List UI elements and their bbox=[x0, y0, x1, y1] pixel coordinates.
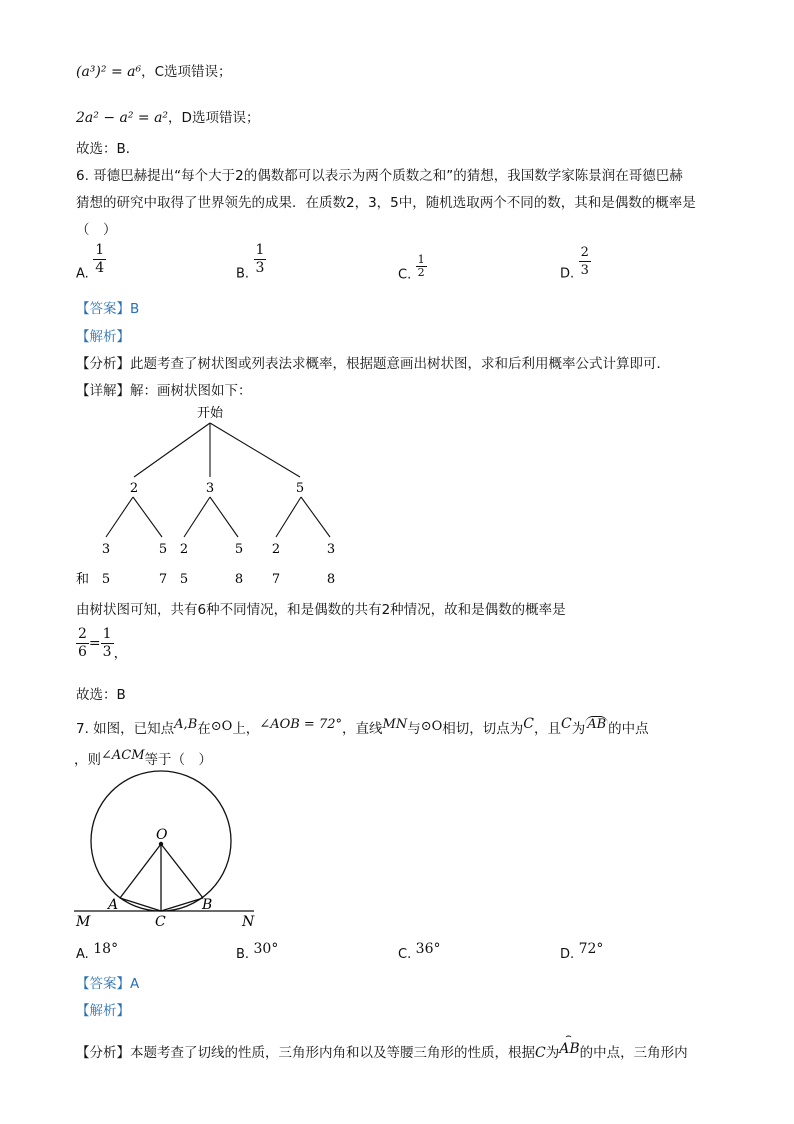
q7-analysis: 【分析】本题考查了切线的性质，三角形内角和以及等腰三角形的性质，根据C为 ⌢ AB的中点，三角形内 bbox=[76, 1031, 688, 1061]
intro-choose: 故选：B． bbox=[76, 141, 140, 157]
q7-circle-o-2: ⊙O bbox=[420, 719, 443, 734]
q6-option-a-label: A. bbox=[76, 266, 89, 282]
intro-formula-1: (a³)² = a⁶ bbox=[76, 64, 142, 80]
calc-fraction-1: $\frac{2}{6}$ bbox=[78, 626, 87, 660]
q6-answer: 【答案】B bbox=[76, 301, 140, 317]
intro-text-2: ，D选项错误； bbox=[168, 110, 260, 126]
q7-circle-o-1: ⊙O bbox=[210, 719, 233, 734]
q6-option-b-label: B. bbox=[236, 266, 250, 282]
calc-tail: ， bbox=[113, 645, 128, 662]
q7-arc-ab: AB bbox=[587, 717, 607, 732]
calc-equals: = bbox=[88, 635, 101, 652]
tree-root: 开始 bbox=[196, 406, 224, 421]
q6-conclusion: 由树状图可知，共有6种不同情况，和是偶数的共有2种情况，故和是偶数的概率是 bbox=[76, 602, 566, 618]
tree-sum-5: 8 bbox=[326, 572, 336, 587]
q7-option-a-label: A. bbox=[76, 947, 89, 962]
tree-l1-2: 5 bbox=[295, 481, 305, 496]
label-o: O bbox=[156, 827, 168, 843]
tree-sum-3: 8 bbox=[234, 572, 244, 587]
q7-option-c-label: C. bbox=[398, 947, 412, 962]
label-a: A bbox=[108, 897, 119, 913]
segment-ob bbox=[161, 844, 203, 898]
tree-l2-4: 2 bbox=[271, 542, 281, 557]
tree-l2-3: 5 bbox=[234, 542, 244, 557]
q7-option-b bbox=[236, 941, 278, 962]
q6-stem-line-2: 猜想的研究中取得了世界领先的成果．在质数2，3，5中，随机选取两个不同的数，其和是偶数的概率是 bbox=[76, 195, 696, 211]
segment-oa bbox=[120, 844, 161, 898]
tree-l2-5: 3 bbox=[326, 542, 336, 557]
tree-l2-2: 2 bbox=[179, 542, 189, 557]
q7-option-d-label: D. bbox=[560, 947, 575, 962]
q7-option-b-value: 30° bbox=[253, 941, 279, 957]
segment-bc bbox=[161, 898, 203, 911]
q6-analysis-header: 【解析】 bbox=[76, 329, 130, 345]
q7-analysis-header: 【解析】 bbox=[76, 1003, 130, 1019]
q6-option-a-fraction: $\frac{1}{4}$ bbox=[95, 242, 105, 276]
tree-sum-label: 和 bbox=[76, 572, 90, 587]
q7-option-a bbox=[76, 941, 118, 962]
q6-option-c-fraction: $\frac{1}{2}$ bbox=[417, 253, 425, 279]
label-c: C bbox=[155, 914, 166, 930]
q6-option-b-fraction: $\frac{1}{3}$ bbox=[255, 242, 265, 276]
tree-sum-1: 7 bbox=[158, 572, 168, 587]
tree-sum-0: 5 bbox=[101, 572, 111, 587]
q7-option-d bbox=[560, 941, 603, 962]
q7-answer: 【答案】A bbox=[76, 976, 140, 992]
q7-option-d-value: 72° bbox=[578, 941, 604, 957]
q7-angle-aob: ∠AOB = 72° bbox=[259, 717, 343, 732]
q7-angle-acm: ∠ACM bbox=[101, 748, 145, 763]
tree-sum-2: 5 bbox=[179, 572, 189, 587]
q7-analysis-arc-ab: ⌢ AB bbox=[559, 1031, 580, 1057]
q7-points-ab: A,B bbox=[174, 717, 198, 732]
q6-choose: 故选：B bbox=[76, 687, 126, 703]
tree-l1-0: 2 bbox=[129, 481, 139, 496]
label-m: M bbox=[76, 914, 91, 930]
q6-stem-line-3: （ ） bbox=[76, 222, 117, 238]
q7-point-c-2: C bbox=[560, 716, 572, 732]
q7-stem-line-1: 7. 如图，已知点A,B在⊙O上，∠AOB = 72°，直线MN与⊙O相切，切点为C，且C为 AB 的中点 bbox=[76, 716, 649, 737]
q6-detail: 【详解】解：画树状图如下： bbox=[76, 383, 252, 399]
q7-option-c bbox=[398, 941, 441, 962]
intro-formula-2: 2a² − a² = a² bbox=[76, 110, 169, 126]
q6-analysis: 【分析】此题考查了树状图或列表法求概率，根据题意画出树状图，求和后利用概率公式计算即可． bbox=[76, 356, 670, 372]
calc-fraction-2: $\frac{1}{3}$ bbox=[102, 626, 112, 660]
segment-ac bbox=[120, 898, 161, 911]
q7-option-b-label: B. bbox=[236, 947, 250, 962]
q7-option-a-value: 18° bbox=[93, 941, 119, 957]
q7-stem-line-2: ，则∠ACM等于（ ） bbox=[74, 748, 213, 768]
tree-l1-1: 3 bbox=[205, 481, 215, 496]
intro-text-1: ，C选项错误； bbox=[141, 64, 232, 80]
q6-option-c-label: C. bbox=[398, 267, 412, 283]
label-n: N bbox=[242, 914, 255, 930]
q7-option-c-value: 36° bbox=[415, 941, 441, 957]
q6-option-d-fraction: $\frac{2}{3}$ bbox=[580, 245, 589, 278]
q7-analysis-point-c: C bbox=[535, 1045, 546, 1061]
q7-point-c-1: C bbox=[523, 716, 534, 732]
q6-option-d-label: D. bbox=[560, 266, 575, 282]
q6-stem-line-1: 6. 哥德巴赫提出“每个大于2的偶数都可以表示为两个质数之和”的猜想，我国数学家陈景润在哥德巴赫 bbox=[76, 168, 683, 184]
tree-l2-1: 5 bbox=[158, 542, 168, 557]
label-b: B bbox=[202, 897, 213, 913]
tree-sum-4: 7 bbox=[271, 572, 281, 587]
q7-line-mn: MN bbox=[382, 717, 408, 732]
tree-l2-0: 3 bbox=[101, 542, 111, 557]
